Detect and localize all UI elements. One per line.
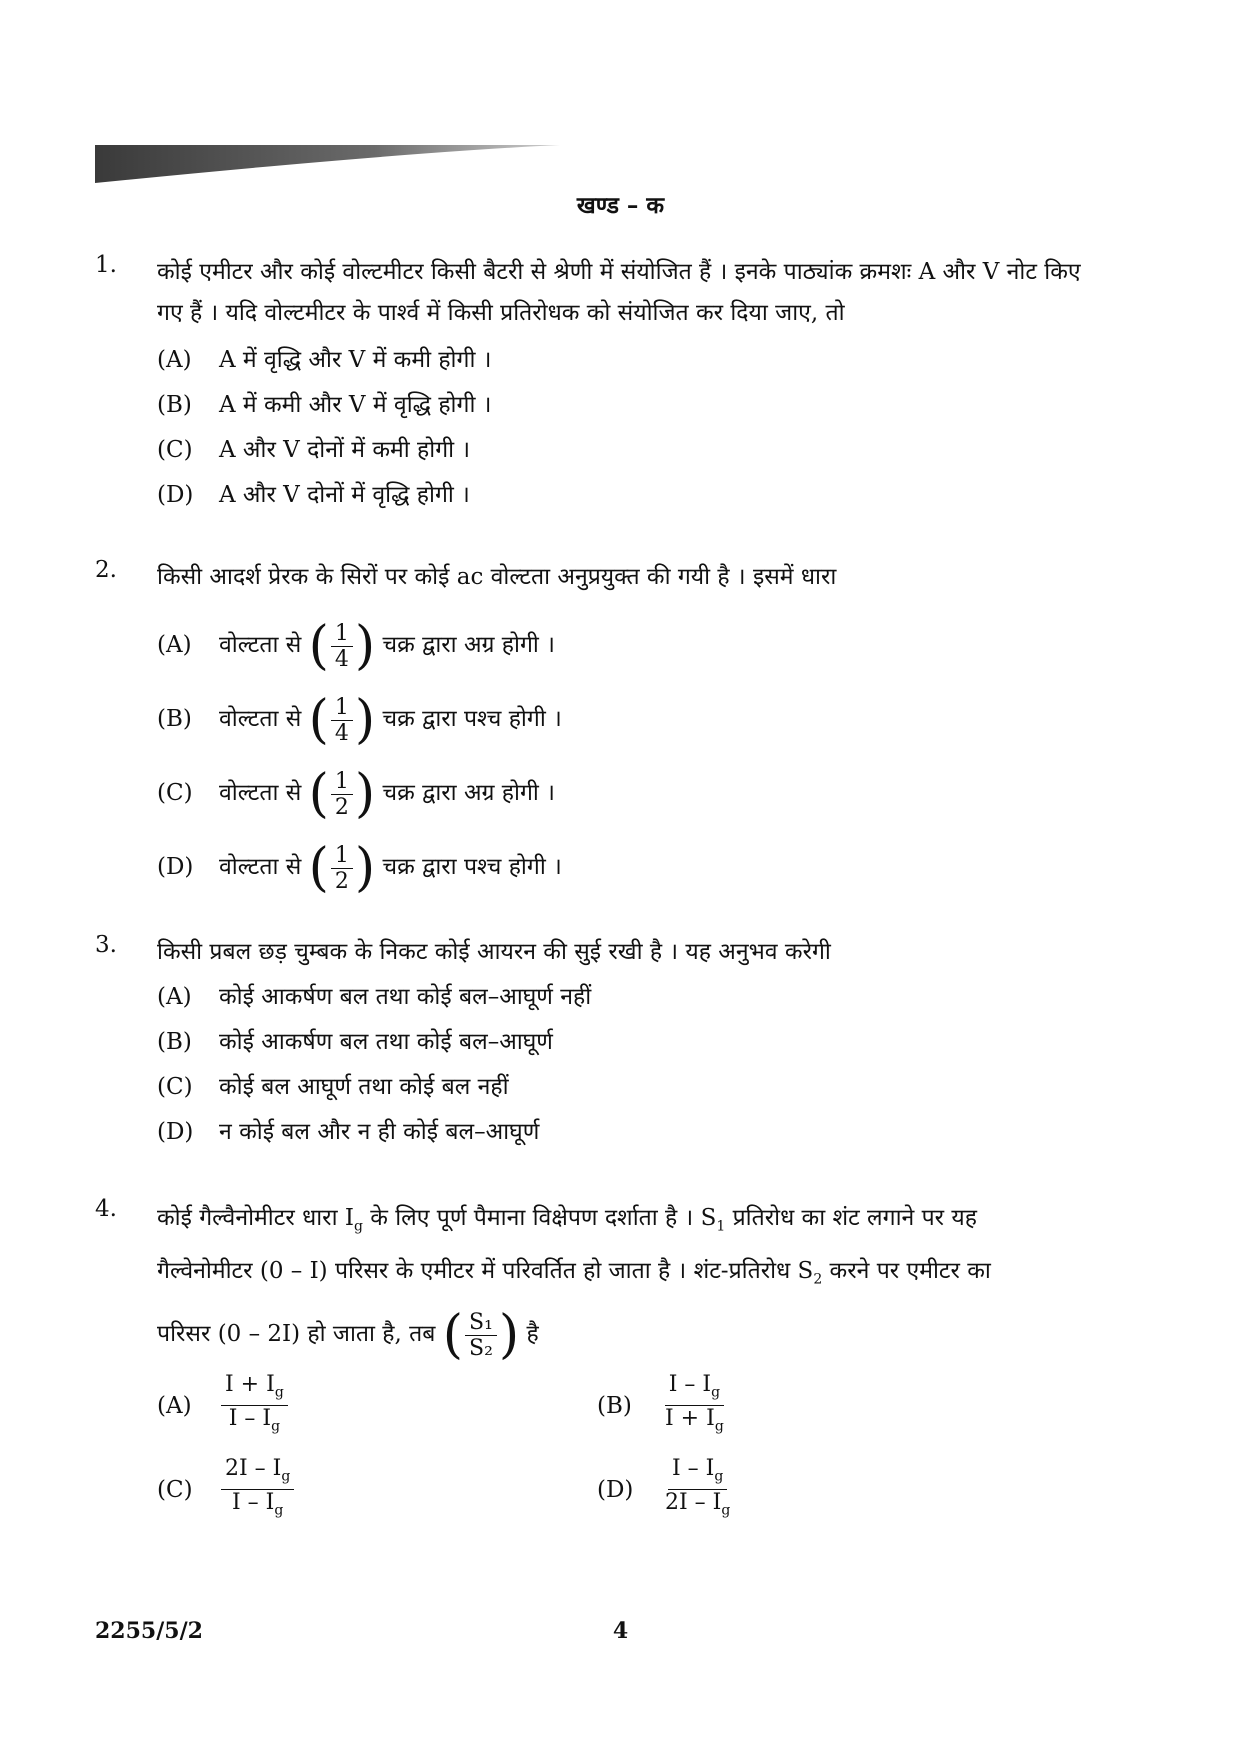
option-d	[157, 473, 1095, 518]
option-text: A में वृद्धि और V में कमी होगी ।	[219, 347, 492, 373]
option-label: (C)	[157, 1476, 193, 1503]
option-b	[157, 1020, 1095, 1065]
fraction: ( $\frac{1}{4}$ )	[308, 690, 376, 750]
option-text: कोई आकर्षण बल तथा कोई बल–आघूर्ण नहीं	[219, 984, 592, 1010]
option-a	[157, 975, 1095, 1020]
option-label: (B)	[157, 1029, 192, 1055]
question-line-1: कोई गैल्वैनोमीटर धारा $I_g$ के लिए पूर्ण पैमाना विक्षेपण दर्शाता है । $S_1$ प्रतिरोध का शंट लगाने पर यह	[157, 1205, 977, 1235]
question-text: किसी प्रबल छड़ चुम्बक के निकट कोई आयरन की सुई रखी है । यह अनुभव करेगी	[157, 939, 831, 965]
option-text: A और V दोनों में वृद्धि होगी ।	[219, 482, 470, 508]
option-text-pre: वोल्टता से	[219, 780, 302, 806]
fraction: ( $\frac{1}{2}$ )	[308, 838, 376, 898]
option-c	[157, 1065, 1095, 1110]
fraction: ( $\frac{1}{4}$ )	[308, 616, 376, 676]
option-a	[157, 608, 1095, 682]
option-label: (A)	[157, 347, 192, 373]
question-1	[95, 252, 1095, 518]
header-decorative-bar	[95, 145, 560, 183]
fraction: $\frac{I - I_g}{I + I_g}$	[665, 1372, 724, 1435]
option-text: कोई आकर्षण बल तथा कोई बल–आघूर्ण	[219, 1029, 553, 1055]
option-d	[157, 830, 1095, 904]
option-label: (B)	[597, 1392, 632, 1419]
fraction-numerator: 1	[331, 695, 353, 721]
option-text-post: चक्र द्वारा पश्च होगी ।	[382, 706, 562, 732]
option-label: (A)	[157, 1392, 192, 1419]
fraction-numerator: 1	[331, 843, 353, 869]
option-d	[157, 1110, 1095, 1155]
question-number: 3.	[95, 932, 117, 958]
fraction: $\frac{2I - I_g}{I - I_g}$	[221, 1456, 294, 1524]
option-label: (C)	[157, 437, 193, 463]
fraction-denominator: 4	[334, 720, 349, 746]
option-c	[157, 1456, 296, 1524]
option-label: (A)	[157, 984, 192, 1010]
option-text-post: चक्र द्वारा अग्र होगी ।	[382, 632, 555, 658]
fraction-denominator: 2	[334, 794, 349, 820]
question-line-3: परिसर (0 – 2I) हो जाता है, तब ( $\frac{\text{S₁}}{\text{S₂}}$ ) है	[157, 1305, 539, 1366]
option-label: (D)	[597, 1476, 634, 1503]
option-label: (D)	[157, 1119, 194, 1145]
option-label: (C)	[157, 780, 193, 806]
fraction: ( $\frac{1}{2}$ )	[308, 764, 376, 824]
page-number: 4	[612, 1618, 629, 1644]
option-label: (D)	[157, 482, 194, 508]
fraction: ( $\frac{\text{S₁}}{\text{S₂}}$ )	[442, 1305, 520, 1366]
fraction: $\frac{I + I_g}{I - I_g}$	[221, 1372, 288, 1440]
question-text: किसी आदर्श प्रेरक के सिरों पर कोई ac वोल्टता अनुप्रयुक्त की गयी है । इसमें धारा	[157, 564, 837, 590]
question-text: कोई एमीटर और कोई वोल्टमीटर किसी बैटरी से श्रेणी में संयोजित हैं । इनके पाठ्यांक क्रमशः A और V नोट किए गए हैं । यदि वोल्टमीटर के पार्श्व में किसी प्रतिरोधक को संयोजित कर दिया जाए, तो	[157, 259, 1081, 326]
question-number: 4.	[95, 1196, 117, 1222]
fraction-numerator: 1	[331, 621, 353, 647]
option-b	[157, 682, 1095, 756]
fraction: $\frac{I - I_g}{2I - I_g}$	[665, 1456, 731, 1519]
fraction-denominator: S₂	[469, 1335, 493, 1361]
option-d	[597, 1456, 736, 1524]
option-text: A और V दोनों में कमी होगी ।	[219, 437, 471, 463]
option-text: A में कमी और V में वृद्धि होगी ।	[219, 392, 492, 418]
question-number: 1.	[95, 252, 117, 278]
option-label: (D)	[157, 854, 194, 880]
option-text-pre: वोल्टता से	[219, 854, 302, 880]
option-text-pre: वोल्टता से	[219, 632, 302, 658]
option-label: (C)	[157, 1074, 193, 1100]
option-c	[157, 756, 1095, 830]
question-number: 2.	[95, 557, 117, 583]
option-a	[157, 1372, 290, 1440]
fraction-numerator: 1	[331, 769, 353, 795]
fraction-denominator: 4	[334, 646, 349, 672]
fraction-numerator: S₁	[465, 1310, 497, 1336]
option-a	[157, 338, 1095, 383]
option-b	[597, 1372, 730, 1440]
question-2	[95, 557, 1095, 904]
question-4	[95, 1196, 1095, 1366]
option-text: कोई बल आघूर्ण तथा कोई बल नहीं	[219, 1074, 509, 1100]
option-text-post: चक्र द्वारा पश्च होगी ।	[382, 854, 562, 880]
option-text-pre: वोल्टता से	[219, 706, 302, 732]
option-c	[157, 428, 1095, 473]
paper-code: 2255/5/2	[95, 1618, 203, 1644]
question-3	[95, 932, 1095, 1155]
option-label: (B)	[157, 706, 192, 732]
question-line-2: गैल्वेनोमीटर (0 – I) परिसर के एमीटर में परिवर्तित हो जाता है । शंट-प्रतिरोध $S_2$ करने पर एमीटर का	[157, 1257, 991, 1288]
option-b	[157, 383, 1095, 428]
fraction-denominator: 2	[334, 868, 349, 894]
option-text-post: चक्र द्वारा अग्र होगी ।	[382, 780, 555, 806]
option-label: (A)	[157, 632, 192, 658]
section-title: खण्ड – क	[576, 192, 665, 219]
option-label: (B)	[157, 392, 192, 418]
option-text: न कोई बल और न ही कोई बल–आघूर्ण	[219, 1119, 540, 1145]
